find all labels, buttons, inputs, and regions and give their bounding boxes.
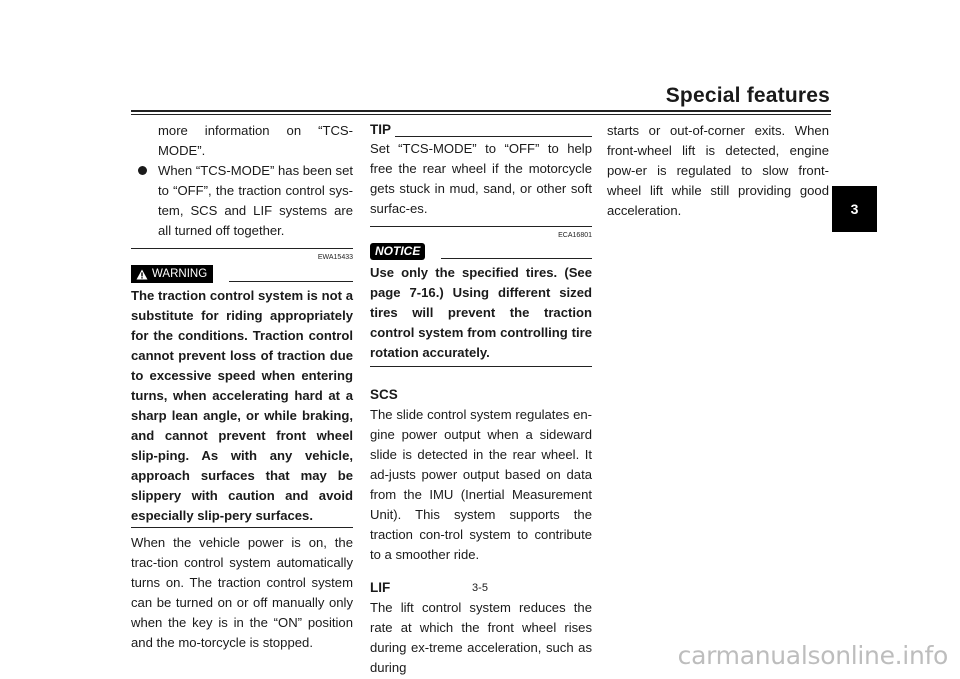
column-middle [370,121,592,678]
warning-triangle-icon [136,269,148,280]
notice-header-line [441,258,592,259]
scs-text: The slide control system regulates en-gine power output when a sideward slide is detected in the rear wheel. It ad-justs power output based on data from the IMU (Inertial Measurement Unit). This system supports the traction con-trol system to contribute to a smoother ride. [370,407,592,562]
page-title: Special features [665,84,830,107]
column-right [607,121,829,221]
continued-paragraph: starts or out-of-corner exits. When front-wheel lift is detected, engine pow-er is regulated to slow front-wheel lift while still providing good acceleration. [607,123,829,218]
warning-code: EWA15433 [317,254,353,261]
tip-header-line [395,136,592,137]
tip-text: Set “TCS-MODE” to “OFF” to help free the rear wheel if the motorcycle gets stuck in mud, sand, or other soft surfac-es. [370,141,592,216]
notice-label: NOTICE [370,243,425,260]
notice-text: Use only the specified tires. (See page 7-16.) Using different sized tires will prevent the traction control system from controlling tire rotation accurately. [370,265,592,360]
warning-label [131,265,213,283]
warning-header [131,265,353,283]
scs-heading: SCS [370,387,398,402]
bullet-item [131,161,353,241]
warning-label-text: WARNING [152,268,208,280]
chapter-tab[interactable]: 3 [832,186,877,232]
tip-header [370,121,592,139]
notice-end-divider [370,366,592,367]
watermark: carmanualsonline.info [677,641,948,670]
bullet-text: When “TCS-MODE” has been set to “OFF”, the traction control sys-tem, SCS and LIF systems are all turned off together. [158,163,354,238]
section-divider [131,248,353,249]
page-number: 3-5 [472,582,488,594]
warning-text: The traction control system is not a substitute for riding appropriately for the conditions. Traction control cannot prevent loss of traction due to excessive speed when entering turns, when accelerating hard at a sharp lean angle, or while braking, and cannot prevent front wheel slip-ping. As with any vehicle, approach surfaces that may be slippery with caution and avoid especially slip-pery surfaces. [131,288,353,523]
notice-header [370,243,592,260]
lif-text: The lift control system reduces the rate at which the front wheel rises during ex-treme acceleration, such as during [370,600,592,675]
header-rule [131,110,831,112]
tip-label: TIP [370,122,392,137]
header-rule-thin [131,114,831,115]
column-left [131,121,353,653]
continued-text: more information on “TCS-MODE”. [158,123,353,158]
lif-heading: LIF [370,580,391,595]
bullet-icon [138,166,147,175]
warning-header-line [229,281,353,282]
notice-code: ECA16801 [558,232,592,239]
warning-end-divider [131,527,353,528]
body-paragraph: When the vehicle power is on, the trac-tion control system automatically turns on. The traction control system can be turned on or off manually only when the key is in the “ON” position and the mo-torcycle is stopped. [131,535,353,650]
tip-end-divider [370,226,592,227]
